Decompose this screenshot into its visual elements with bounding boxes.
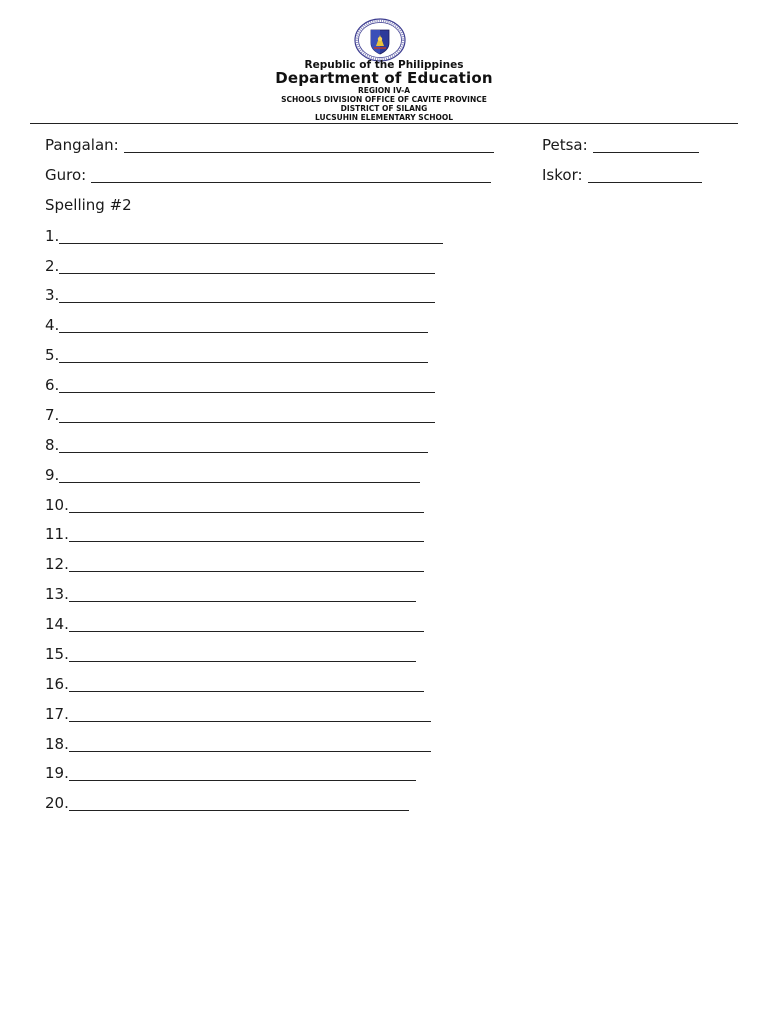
answer-blank[interactable] [69, 676, 424, 692]
answer-line[interactable] [45, 257, 435, 275]
answer-blank[interactable] [59, 287, 435, 303]
date-label: Petsa: [542, 136, 588, 154]
answer-line[interactable] [45, 764, 416, 782]
answer-line[interactable] [45, 645, 416, 663]
worksheet-title: Spelling #2 [45, 196, 132, 214]
answer-line[interactable] [45, 705, 431, 723]
teacher-field[interactable] [45, 166, 491, 184]
score-field[interactable] [542, 166, 702, 184]
answer-line[interactable] [45, 585, 416, 603]
answer-blank[interactable] [69, 646, 416, 662]
teacher-label: Guro: [45, 166, 87, 184]
answer-blank[interactable] [69, 706, 431, 722]
answer-blank[interactable] [69, 526, 424, 542]
district-heading: DISTRICT OF SILANG [340, 104, 428, 113]
answer-blank[interactable] [59, 228, 443, 244]
item-number: 17. [45, 705, 69, 723]
item-number: 4. [45, 316, 60, 334]
item-number: 6. [45, 376, 60, 394]
answer-line[interactable] [45, 346, 428, 364]
score-label: Iskor: [542, 166, 583, 184]
name-blank[interactable] [124, 137, 494, 153]
item-number: 7. [45, 406, 60, 424]
item-number: 8. [45, 436, 60, 454]
item-number: 11. [45, 525, 69, 543]
item-number: 3. [45, 286, 60, 304]
header-divider [30, 123, 738, 124]
item-number: 19. [45, 764, 69, 782]
item-number: 1. [45, 227, 60, 245]
teacher-blank[interactable] [91, 167, 491, 183]
answer-line[interactable] [45, 525, 424, 543]
item-number: 10. [45, 496, 69, 514]
item-number: 16. [45, 675, 69, 693]
item-number: 18. [45, 735, 69, 753]
answer-blank[interactable] [69, 616, 424, 632]
republic-heading: Republic of the Philippines [304, 59, 464, 71]
answer-line[interactable] [45, 794, 409, 812]
school-heading: LUCSUHIN ELEMENTARY SCHOOL [314, 113, 454, 122]
item-number: 2. [45, 257, 60, 275]
answer-line[interactable] [45, 316, 428, 334]
name-field[interactable] [45, 136, 494, 154]
answer-line[interactable] [45, 406, 435, 424]
name-label: Pangalan: [45, 136, 119, 154]
answer-blank[interactable] [69, 556, 424, 572]
date-blank[interactable] [593, 137, 699, 153]
answer-blank[interactable] [69, 497, 424, 513]
answer-line[interactable] [45, 286, 435, 304]
item-number: 13. [45, 585, 69, 603]
answer-blank[interactable] [59, 258, 435, 274]
region-heading: REGION IV-A [357, 86, 411, 95]
item-number: 14. [45, 615, 69, 633]
date-field[interactable] [542, 136, 699, 154]
answer-line[interactable] [45, 376, 435, 394]
answer-blank[interactable] [59, 407, 435, 423]
deped-seal-icon [354, 18, 406, 62]
answer-blank[interactable] [59, 347, 428, 363]
answer-line[interactable] [45, 466, 420, 484]
answer-blank[interactable] [69, 765, 416, 781]
answer-line[interactable] [45, 436, 428, 454]
item-number: 5. [45, 346, 60, 364]
answer-line[interactable] [45, 555, 424, 573]
answer-blank[interactable] [69, 795, 409, 811]
answer-blank[interactable] [59, 467, 420, 483]
answer-line[interactable] [45, 735, 431, 753]
answer-blank[interactable] [69, 586, 416, 602]
answer-blank[interactable] [59, 377, 435, 393]
answer-blank[interactable] [59, 317, 428, 333]
answer-line[interactable] [45, 496, 424, 514]
answer-line[interactable] [45, 615, 424, 633]
answer-line[interactable] [45, 675, 424, 693]
item-number: 20. [45, 794, 69, 812]
item-number: 15. [45, 645, 69, 663]
item-number: 12. [45, 555, 69, 573]
answer-blank[interactable] [59, 437, 428, 453]
answer-line[interactable] [45, 227, 443, 245]
item-number: 9. [45, 466, 60, 484]
division-heading: SCHOOLS DIVISION OFFICE OF CAVITE PROVINCE [281, 95, 487, 104]
department-heading: Department of Education [275, 69, 493, 87]
answer-blank[interactable] [69, 736, 431, 752]
score-blank[interactable] [588, 167, 702, 183]
